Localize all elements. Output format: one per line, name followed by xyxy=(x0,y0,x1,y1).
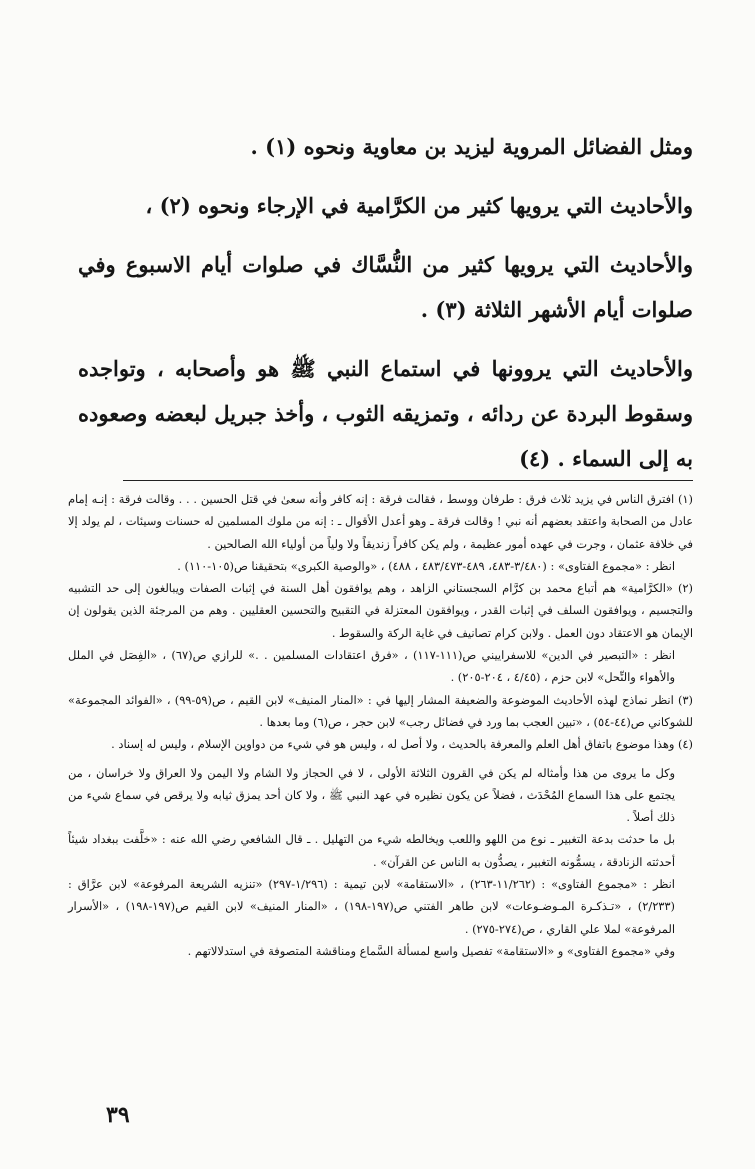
footnote-reference: انظر : «مجموع الفتاوى» : (١١/٢٦٢-٢٦٣) ، «الاستقامة» لابن تيمية : (١/٢٩٦-٢٩٧) «تنزيه الشريعة المرفوعة» لابن عرَّاق : (٢/٢٣٣) ، «تـذكـرة المـوضـوعات» لابن طاهر الفتني ص(١٩٧-١٩٨) ، «المنار المنيف» لابن القيم ص(١٩٧-١٩٨) ، «الأسرار المرفوعة» لملا علي القاري ، ص(٢٧٤-٢٧٥) . xyxy=(68,877,675,936)
main-paragraph: والأحاديث التي يرويها كثير من الكرَّامية في الإرجاء ونحوه (٢) ، xyxy=(145,193,693,218)
footnote-separator xyxy=(123,480,693,481)
footnote-continuation: وكل ما يروى من هذا وأمثاله لم يكن في القرون الثلاثة الأولى ، لا في الحجاز ولا الشام ولا اليمن ولا العراق ولا خراسان ، من يجتمع على هذا السماع المُحْدَث ، فضلاً عن يكون نظيره في عهد النبي ﷺ ، ولا كان أحد يمزق ثيابه ولا يرقص في سماع شيء من ذلك أصلاً . xyxy=(68,765,675,825)
footnote-continuation: بل ما حدثت بدعة التغبير ـ نوع من اللهو واللعب ويخالطه شيء من التهليل . ـ قال الشافعي رضي الله عنه : «خلَّفت ببغداد شيئاً أحدثته الزنادقة ، يسمُّونه التغبير ، يصدُّون به الناس عن القرآن» . xyxy=(68,832,675,869)
footnote: (٣) انظر نماذج لهذه الأحاديث الموضوعة والضعيفة المشار إليها في : «المنار المنيف» لابن القيم ، ص(٥٩-٩٩) ، «الفوائد المجموعة» للشوكاني ص(٤٤-٥٤) ، «تبين العجب بما ورد في فضائل رجب» لابن حجر ، ص(٦) وما بعدها . xyxy=(68,692,693,729)
footnote-reference: انظر : «التبصير في الدين» للاسفراييني ص(١١١-١١٧) ، «فرق اعتقادات المسلمين . .» للرازي ص(٦٧) ، «الفِصَل في الملل والأهواء والنِّحل» لابن حزم ، (٤/٤٥ ، ٢٠٤-٢٠٥) . xyxy=(68,648,675,685)
main-paragraph: والأحاديث التي يرويها كثير من النُّسَّاك في صلوات أيام الاسبوع وفي صلوات أيام الأشهر الثلاثة (٣) . xyxy=(78,252,693,322)
footnote-continuation: وفي «مجموع الفتاوى» و «الاستقامة» تفصيل واسع لمسألة السَّماع ومناقشة المتصوفة في استدلالاتهم . xyxy=(187,943,675,958)
footnote: (٢) «الكرَّامية» هم أتباع محمد بن كرَّام السجستاني الزاهد ، وهم يوافقون أهل السنة في إثبات الصفات ويبالغون إلى حد التشبيه والتجسيم ، ويوافقون السلف في إثبات القدر ، ويوافقون المعتزلة في التقبيح والتحسين العقليين . وهم من المرجئة الذين يقولون إن الإيمان هو الاعتقاد دون العمل . ولابن كرام تصانيف في غاية الركة والسقوط . xyxy=(68,581,693,640)
page-number: ٣٩ xyxy=(106,1102,130,1128)
main-paragraph: والأحاديث التي يروونها في استماع النبي ﷺ هو وأصحابه ، وتواجده وسقوط البردة عن ردائه ، وتمزيقه الثوب ، وأخذ جبريل لبعضه وصعوده به إلى السماء . (٤) xyxy=(78,356,693,471)
footnote-reference: انظر : «مجموع الفتاوى» : (٣/٤٨٠-٤٨٣، ٤٨٩-٤٨٣/٤٧٣ ، ٤٨٨) ، «والوصية الكبرى» بتحقيقنا ص(١٠٥-١١٠) . xyxy=(177,558,675,573)
footnotes-block xyxy=(68,488,693,962)
main-text-block xyxy=(78,124,693,495)
footnote: (٤) وهذا موضوع باتفاق أهل العلم والمعرفة بالحديث ، ولا أصل له ، وليس هو في شيء من دواوين الإسلام ، وليس له إسناد . xyxy=(111,737,693,752)
footnote: (١) افترق الناس في يزيد ثلاث فرق : طرفان ووسط ، فقالت فرقة : إنه كافر وأنه سعىٰ في قتل الحسين . . . وقالت فرقة : إنـه إمام عادل من الصحابة واعتقد بعضهم أنه نبي ! وقالت فرقة ـ وهو أعدل الأقوال ـ : إنه من ملوك المسلمين له حسنات وسيئات ، لم يولد إلا في خلافة عثمان ، وجرت في عهده أمور عظيمة ، ولم يكن كافراً زنديقاً ولا ولياً من أولياء الله الصالحين . xyxy=(68,492,693,551)
main-paragraph: ومثل الفضائل المروية ليزيد بن معاوية ونحوه (١) . xyxy=(250,134,693,159)
